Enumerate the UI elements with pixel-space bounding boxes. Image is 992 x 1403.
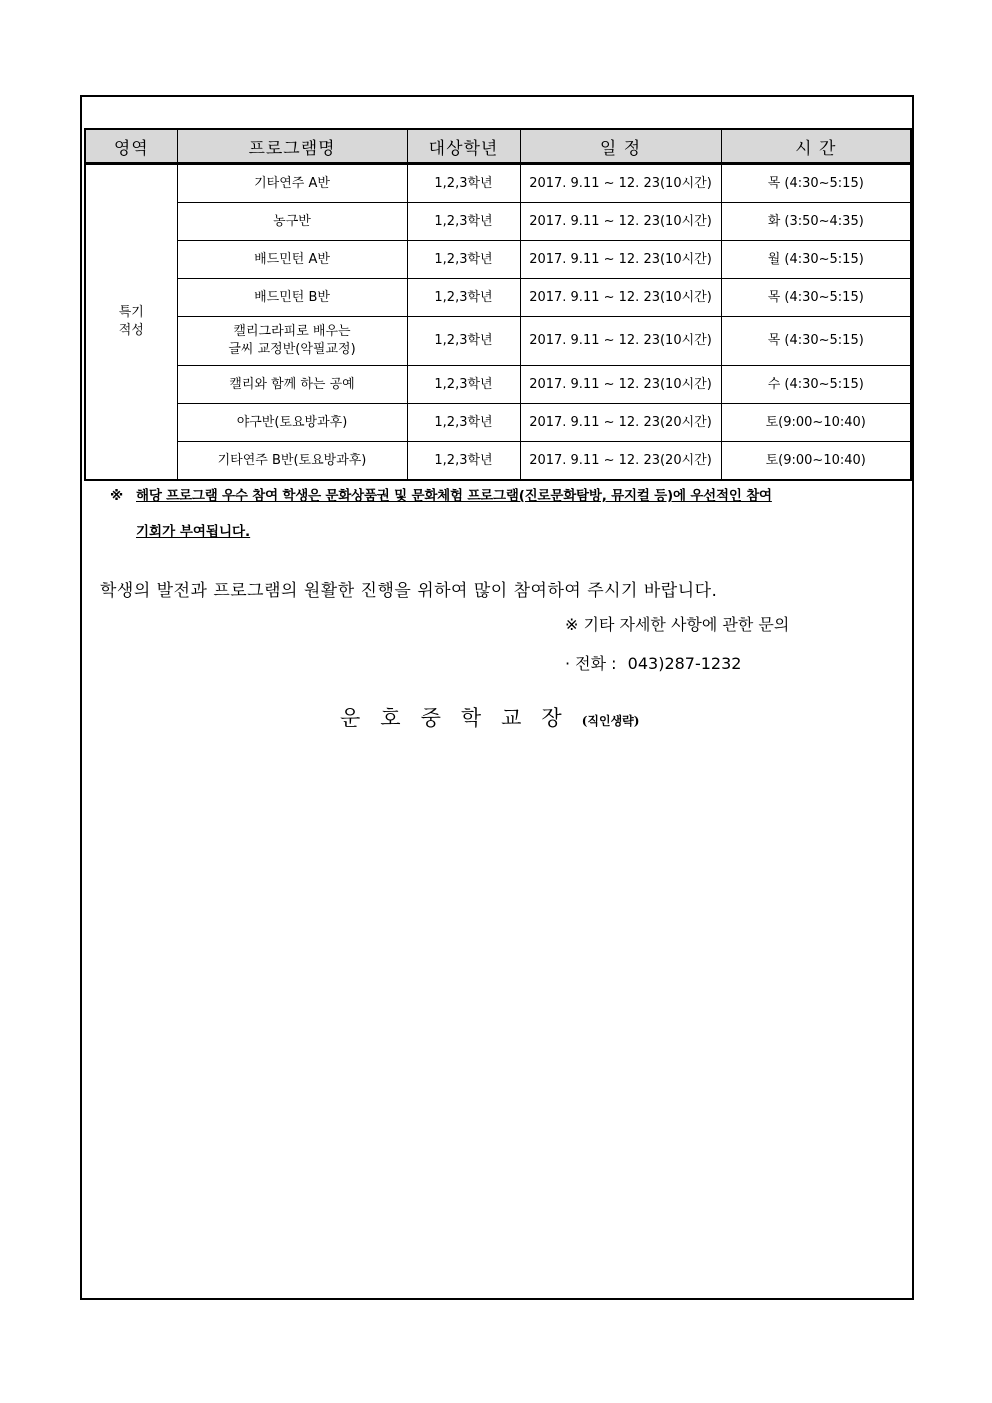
program-name: 캘리와 함께 하는 공예 <box>177 366 407 404</box>
program-name: 농구반 <box>177 203 407 241</box>
program-name: 기타연주 B반(토요방과후) <box>177 442 407 481</box>
phone-number: 043)287-1232 <box>627 654 742 673</box>
table-row <box>85 442 911 481</box>
phone-label: · 전화 : <box>565 654 617 673</box>
target-grade: 1,2,3학년 <box>407 164 520 203</box>
table-row <box>85 404 911 442</box>
program-name: 야구반(토요방과후) <box>177 404 407 442</box>
time: 화 (3:50~4:35) <box>721 203 911 241</box>
schedule: 2017. 9.11 ~ 12. 23(20시간) <box>520 404 721 442</box>
time: 월 (4:30~5:15) <box>721 241 911 279</box>
target-grade: 1,2,3학년 <box>407 366 520 404</box>
time: 수 (4:30~5:15) <box>721 366 911 404</box>
target-grade: 1,2,3학년 <box>407 203 520 241</box>
target-grade: 1,2,3학년 <box>407 279 520 317</box>
time: 토(9:00~10:40) <box>721 404 911 442</box>
participation-appeal: 학생의 발전과 프로그램의 원활한 진행을 위하여 많이 참여하여 주시기 바랍니다. <box>100 581 718 601</box>
reference-mark: ※ <box>110 488 124 504</box>
time: 목 (4:30~5:15) <box>721 317 911 366</box>
notice-line-1: 해당 프로그램 우수 참여 학생은 문화상품권 및 문화체험 프로그램(진로문화탐방, 뮤지컬 등)에 우선적인 참여 <box>136 488 772 504</box>
header-time: 시 간 <box>721 129 911 164</box>
table-row <box>85 317 911 366</box>
table-row <box>85 366 911 404</box>
table-row <box>85 164 911 203</box>
area-label: 특기 적성 <box>118 305 144 338</box>
principal-signature <box>340 702 639 732</box>
table-row <box>85 203 911 241</box>
target-grade: 1,2,3학년 <box>407 317 520 366</box>
header-area: 영역 <box>85 129 177 164</box>
schedule: 2017. 9.11 ~ 12. 23(10시간) <box>520 241 721 279</box>
program-name: 배드민턴 B반 <box>177 279 407 317</box>
time: 목 (4:30~5:15) <box>721 279 911 317</box>
schedule: 2017. 9.11 ~ 12. 23(10시간) <box>520 366 721 404</box>
schedule: 2017. 9.11 ~ 12. 23(10시간) <box>520 164 721 203</box>
schedule: 2017. 9.11 ~ 12. 23(10시간) <box>520 203 721 241</box>
target-grade: 1,2,3학년 <box>407 241 520 279</box>
area-cell <box>85 164 177 481</box>
time: 토(9:00~10:40) <box>721 442 911 481</box>
table-row <box>85 279 911 317</box>
table-header-row <box>85 129 911 164</box>
schedule: 2017. 9.11 ~ 12. 23(10시간) <box>520 317 721 366</box>
schedule: 2017. 9.11 ~ 12. 23(20시간) <box>520 442 721 481</box>
seal-omitted-note: (직인생략) <box>581 714 640 728</box>
target-grade: 1,2,3학년 <box>407 442 520 481</box>
program-table <box>84 128 912 481</box>
notice-line-2: 기회가 부여됩니다. <box>136 524 251 540</box>
program-name: 배드민턴 A반 <box>177 241 407 279</box>
inquiry-note: ※ 기타 자세한 사항에 관한 문의 <box>565 615 790 634</box>
program-name: 기타연주 A반 <box>177 164 407 203</box>
header-schedule: 일 정 <box>520 129 721 164</box>
table-row <box>85 241 911 279</box>
header-program-name: 프로그램명 <box>177 129 407 164</box>
header-target-grade: 대상학년 <box>407 129 520 164</box>
target-grade: 1,2,3학년 <box>407 404 520 442</box>
school-principal: 운호중학교장 <box>340 706 582 730</box>
phone-contact <box>565 651 741 674</box>
program-name: 캘리그라피로 배우는 글씨 교정반(악필교정) <box>177 317 407 366</box>
time: 목 (4:30~5:15) <box>721 164 911 203</box>
schedule: 2017. 9.11 ~ 12. 23(10시간) <box>520 279 721 317</box>
